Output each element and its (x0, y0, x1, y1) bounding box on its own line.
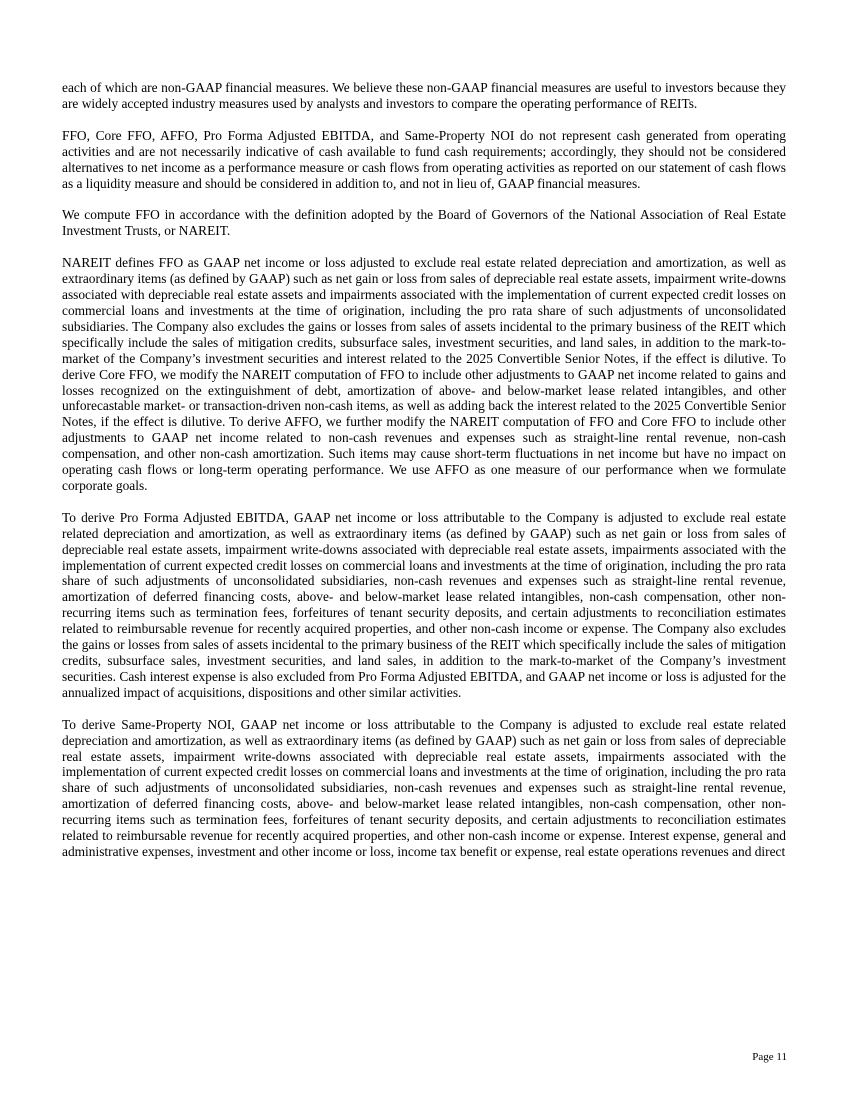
paragraph-same-property-noi: To derive Same-Property NOI, GAAP net income or loss attributable to the Company is adjusted to exclude real estate related depreciation and amortization, as well as extraordinary items (as defined by GAAP) such as net gain or loss from sales of depreciable real estate assets, impairment write-downs associated with depreciable real estate assets, impairments associated with the implementation of current expected credit losses on commercial loans and investments at the time of origination, including the pro rata share of such adjustments of unconsolidated subsidiaries, non-cash revenues and expenses such as straight-line rental revenue, amortization of deferred financing costs, above- and below-market lease related intangibles, non-cash compensation, other non-recurring items such as termination fees, forfeitures of tenant security deposits, and certain adjustments to reconciliation estimates related to reimbursable revenue for recently acquired properties, and other non-cash income or expense. Interest expense, general and administrative expenses, investment and other income or loss, income tax benefit or expense, real estate operations revenues and direct (62, 716, 786, 859)
paragraph-non-gaap-usefulness: each of which are non-GAAP financial measures. We believe these non-GAAP financial measures are useful to investors because they are widely accepted industry measures used by analysts and investors to compare the operating performance of REITs. (62, 80, 786, 111)
paragraph-nareit-ffo-definition: NAREIT defines FFO as GAAP net income or loss adjusted to exclude real estate related depreciation and amortization, as well as extraordinary items (as defined by GAAP) such as net gain or loss from sales of depreciable real estate assets, impairment write-downs associated with depreciable real estate assets and impairments associated with the implementation of current expected credit losses on commercial loans and investments at the time of origination, including the pro rata share of such adjustments of unconsolidated subsidiaries. The Company also excludes the gains or losses from sales of assets incidental to the primary business of the REIT which specifically include the sales of mitigation credits, subsurface sales, investment securities, and land sales, in addition to the mark-to-market of the Company’s investment securities and interest related to the 2025 Convertible Senior Notes, if the effect is dilutive. To derive Core FFO, we modify the NAREIT computation of FFO to include other adjustments to GAAP net income related to gains and losses recognized on the extinguishment of debt, amortization of above- and below-market lease related intangibles, and other unforecastable market- or transaction-driven non-cash items, as well as adding back the interest related to the 2025 Convertible Senior Notes, if the effect is dilutive. To derive AFFO, we further modify the NAREIT computation of FFO and Core FFO to include other adjustments to GAAP net income related to non-cash revenues and expenses such as straight-line rental revenue, non-cash compensation, and other non-cash amortization. Such items may cause short-term fluctuations in net income but have no impact on operating cash flows or long-term operating performance. We use AFFO as one measure of our performance when we formulate corporate goals. (62, 255, 786, 493)
page-number: Page 11 (752, 1051, 787, 1063)
paragraph-non-gaap-limitations: FFO, Core FFO, AFFO, Pro Forma Adjusted EBITDA, and Same-Property NOI do not represent cash generated from operating activities and are not necessarily indicative of cash available to fund cash requirements; accordingly, they should not be considered alternatives to net income as a performance measure or cash flows from operating activities as reported on our statement of cash flows as a liquidity measure and should be considered in addition to, and not in lieu of, GAAP financial measures. (62, 127, 786, 191)
document-body (62, 80, 786, 876)
paragraph-pro-forma-adjusted-ebitda: To derive Pro Forma Adjusted EBITDA, GAAP net income or loss attributable to the Company is adjusted to exclude real estate related depreciation and amortization, as well as extraordinary items (as defined by GAAP) such as net gain or loss from sales of depreciable real estate assets, impairment write-downs associated with depreciable real estate assets, impairments associated with the implementation of current expected credit losses on commercial loans and investments at the time of origination, including the pro rata share of such adjustments of unconsolidated subsidiaries, non-cash revenues and expenses such as straight-line rental revenue, amortization of deferred financing costs, above- and below-market lease related intangibles, non-cash compensation, other non-recurring items such as termination fees, forfeitures of tenant security deposits, and certain adjustments to reconciliation estimates related to reimbursable revenue for recently acquired properties, and other non-cash income or expense. The Company also excludes the gains or losses from sales of assets incidental to the primary business of the REIT which specifically include the sales of mitigation credits, subsurface sales, investment securities, and land sales, in addition to the mark-to-market of the Company’s investment securities. Cash interest expense is also excluded from Pro Forma Adjusted EBITDA, and GAAP net income or loss is adjusted for the annualized impact of acquisitions, dispositions and other similar activities. (62, 509, 786, 700)
paragraph-ffo-computation: We compute FFO in accordance with the definition adopted by the Board of Governors of the National Association of Real Estate Investment Trusts, or NAREIT. (62, 207, 786, 239)
